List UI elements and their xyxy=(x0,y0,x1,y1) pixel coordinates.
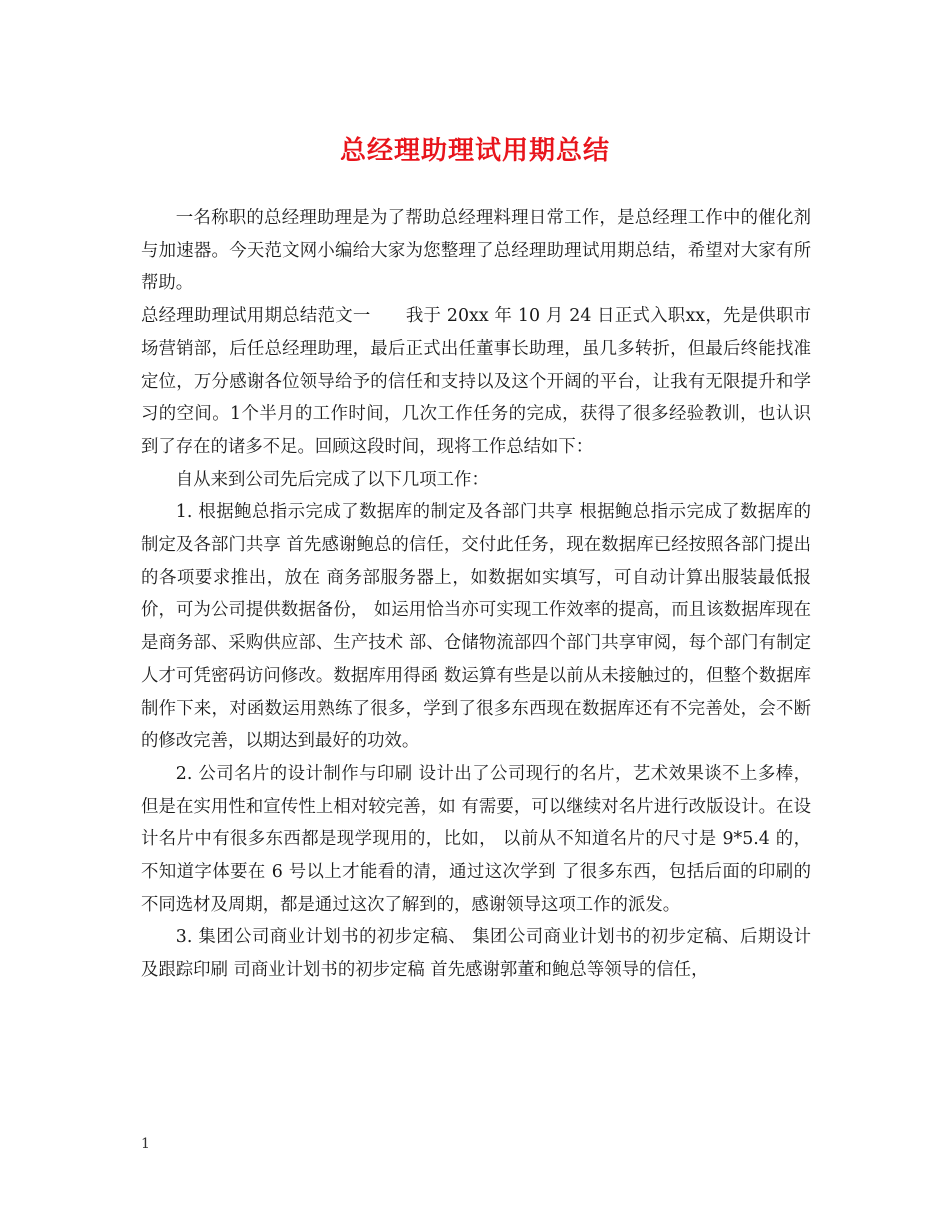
page-number: 1 xyxy=(141,1136,150,1152)
work-item-2-paragraph: 2. 公司名片的设计制作与印刷 设计出了公司现行的名片，艺术效果谈不上多棒，但是在实用性和宣传性上相对较完善，如 有需要，可以继续对名片进行改版设计。在设计名片中有很多东西都是现学现用的，比如， 以前从不知道名片的尺寸是 9*5.4 的，不知道字体要在 6 号以上才能看的清，通过这次学到 了很多东西，包括后面的印刷的不同选材及周期，都是通过这次了解到的，感谢领导这项工作的派发。 xyxy=(141,763,811,915)
document-body xyxy=(141,202,811,987)
document-title: 总经理助理试用期总结 xyxy=(339,136,610,166)
work-item-1-paragraph: 1. 根据鲍总指示完成了数据库的制定及各部门共享 根据鲍总指示完成了数据库的制定及各部门共享 首先感谢鲍总的信任，交付此任务，现在数据库已经按照各部门提出的各项要求推出，放在 商务部服务器上，如数据如实填写，可自动计算出服装最低报价，可为公司提供数据备份， 如运用恰当亦可实现工作效率的提高，而且该数据库现在是商务部、采购供应部、生产技术 部、仓储物流部四个部门共享审阅，每个部门有制定人才可凭密码访问修改。数据库用得函 数运算有些是以前从未接触过的，但整个数据库制作下来，对函数运用熟练了很多，学到了很多东西现在数据库还有不完善处，会不断的修改完善，以期达到最好的功效。 xyxy=(141,502,811,752)
work-item-3-paragraph: 3. 集团公司商业计划书的初步定稿、 集团公司商业计划书的初步定稿、后期设计及跟踪印刷 司商业计划书的初步定稿 首先感谢郭董和鲍总等领导的信任， xyxy=(141,927,811,981)
intro-paragraph: 一名称职的总经理助理是为了帮助总经理料理日常工作，是总经理工作中的催化剂与加速器。今天范文网小编给大家为您整理了总经理助理试用期总结，希望对大家有所帮助。 xyxy=(141,208,811,294)
sample-essay-paragraph: 总经理助理试用期总结范文一 我于 20xx 年 10 月 24 日正式入职xx，先是供职市场营销部，后任总经理助理，最后正式出任董事长助理，虽几多转折，但最后终能找准定位，万分感谢各位领导给予的信任和支持以及这个开阔的平台，让我有无限提升和学习的空间。1个半月的工作时间，几次工作任务的完成，获得了很多经验教训，也认识到了存在的诸多不足。回顾这段时间，现将工作总结如下： xyxy=(141,306,811,457)
work-list-intro-paragraph: 自从来到公司先后完成了以下几项工作： xyxy=(175,469,489,490)
